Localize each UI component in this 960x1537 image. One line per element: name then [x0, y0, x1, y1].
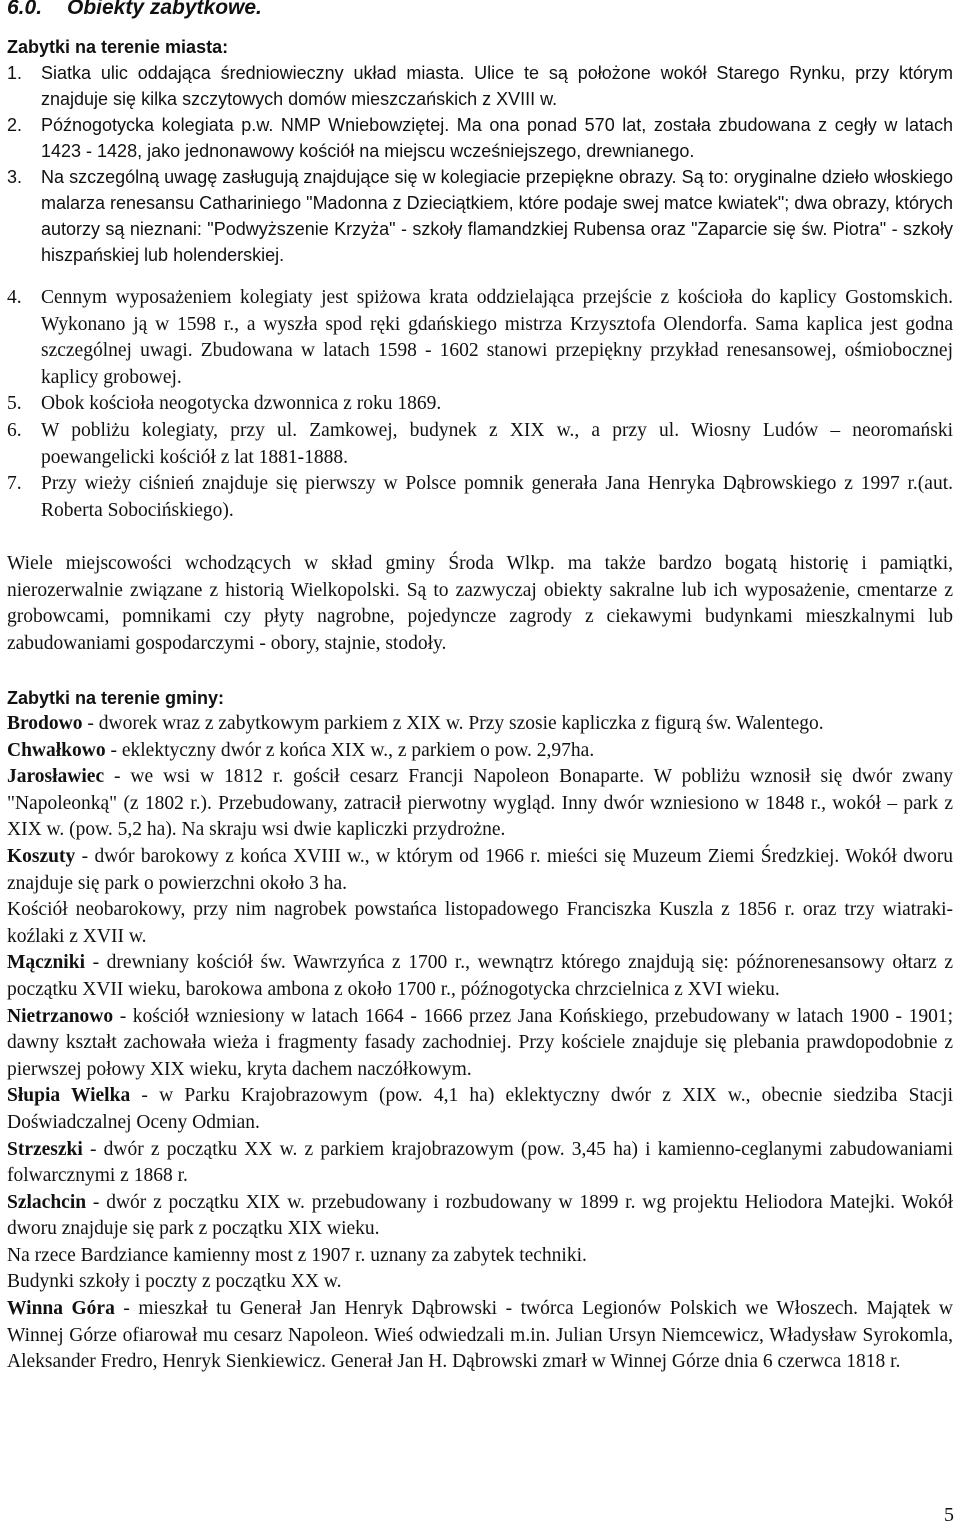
list-item: 3. Na szczególną uwagę zasługują znajdujące się w kolegiacie przepiękne obrazy. Są to: oryginalne dzieło włoskiego malarza renesansu Cathariniego "Madonna z Dzieciątkiem, które podaje swej matce kwiatek"; dwa obrazy, których autorzy są nieznani: "Podwyższenie Krzyża" - szkoły flamandzkiej Rubensa oraz "Zaparcie się św. Piotra" - szkoły hiszpańskiej lub holenderskiej. — [7, 167, 953, 265]
list-item: Jarosławiec - we wsi w 1812 r. gościł cesarz Francji Napoleon Bonaparte. W pobliżu wznosił się dwór zwany "Napoleonką" (z 1802 r.). Przebudowany, zatracił pierwotny wygląd. Inny dwór wzniesiono w 1848 r., wokół – park z XIX w. (pow. 5,2 ha). Na skraju wsi dwie kapliczki przydrożne. — [7, 766, 953, 841]
list-item: Brodowo - dworek wraz z zabytkowym parkiem z XIX w. Przy szosie kapliczka z figurą św. Walentego. — [7, 713, 824, 734]
list-item: Szlachcin - dwór z początku XIX w. przebudowany i rozbudowany w 1899 r. wg projektu Heliodora Matejki. Wokół dworu znajduje się park z początku XIX wieku. — [7, 1191, 953, 1240]
list-item: Budynki szkoły i poczty z początku XX w. — [7, 1271, 342, 1293]
commune-monuments-list — [7, 711, 953, 1376]
list-item: Winna Góra - mieszkał tu Generał Jan Henryk Dąbrowski - twórca Legionów Polskich we Włoszech. Majątek w Winnej Górze ofiarował mu cesarz Napoleon. Wieś odwiedzali m.in. Julian Ursyn Niemcewicz, Władysław Syrokomla, Aleksander Fredro, Henryk Sienkiewicz. Generał Jan H. Dąbrowski zmarł w Winnej Górze dnia 6 czerwca 1818 r. — [7, 1298, 954, 1373]
list-item: 5. Obok kościoła neogotycka dzwonnica z roku 1869. — [7, 393, 442, 415]
intro-paragraph: Wiele miejscowości wchodzących w skład gminy Środa Wlkp. ma także bardzo bogatą historię i pamiątki, nierozerwalnie związane z historią Wielkopolski. Są to zazwyczaj obiekty sakralne lub ich wyposażenie, cmentarze z grobowcami, pomnikami czy płyty nagrobne, pojedyncze zagrody z ciekawymi budynkami mieszkalnymi lub zabudowaniami gospodarczymi - obory, stajnie, stodoły. — [7, 553, 953, 654]
list-item: 1. Siatka ulic oddająca średniowieczny układ miasta. Ulice te są położone wokół Starego Rynku, przy którym znajduje się kilka szczytowych domów mieszczańskich z XVIII w. — [7, 63, 953, 109]
section-heading — [7, 0, 262, 20]
commune-monuments-title: Zabytki na terenie gminy: — [7, 688, 225, 708]
list-item: Nietrzanowo - kościół wzniesiony w latach 1664 - 1666 przez Jana Końskiego, przebudowany w latach 1900 - 1901; dawny kształt zachowała wieża i fragmenty fasady zachodniej. Przy kościele znajduje się plebania prawdopodobnie z pierwszej połowy XIX wieku, kryta dachem naczółkowym. — [7, 1005, 953, 1080]
section-title: Obiekty zabytkowe. — [67, 0, 262, 19]
city-monuments-title: Zabytki na terenie miasta: — [7, 37, 229, 57]
list-item: Kościół neobarokowy, przy nim nagrobek powstańca listopadowego Franciszka Kuszla z 1856 r. oraz trzy wiatraki-koźlaki z XVII w. — [7, 899, 953, 947]
list-item: Słupia Wielka - w Parku Krajobrazowym (pow. 4,1 ha) eklektyczny dwór z XIX w., obecnie siedziba Stacji Doświadczalnej Oceny Odmian. — [7, 1085, 953, 1133]
page-number: 5 — [944, 1504, 954, 1526]
list-item: 7. Przy wieży ciśnień znajduje się pierwszy w Polsce pomnik generała Jana Henryka Dąbrowskiego z 1997 r.(aut. Roberta Sobocińskiego). — [7, 473, 953, 521]
section-number: 6.0. — [7, 0, 43, 19]
city-monuments-list — [7, 60, 953, 268]
city-monuments-list-continued — [7, 285, 953, 524]
list-item: 2. Późnogotycka kolegiata p.w. NMP Wniebowziętej. Ma ona ponad 570 lat, została zbudowana z cegły w latach 1423 - 1428, jako jednonawowy kościół na miejscu wcześniejszego, drewnianego. — [7, 115, 953, 161]
list-item: Na rzece Bardziance kamienny most z 1907 r. uznany za zabytek techniki. — [7, 1244, 587, 1266]
list-item: Strzeszki - dwór z początku XX w. z parkiem krajobrazowym (pow. 3,45 ha) i kamienno-ceglanymi zabudowaniami folwarcznymi z 1868 r. — [7, 1138, 953, 1187]
list-item: Mączniki - drewniany kościół św. Wawrzyńca z 1700 r., wewnątrz którego znajdują się: późnorenesansowy ołtarz z początku XVII wieku, barokowa ambona z około 1700 r., późnogotycka chrzcielnica z XVI wieku. — [7, 952, 953, 1000]
list-item: 4. Cennym wyposażeniem kolegiaty jest spiżowa krata oddzielająca przejście z kościoła do kaplicy Gostomskich. Wykonano ją w 1598 r., a wyszła spod ręki gdańskiego mistrza Krzysztofa Olendorfa. Sama kaplica jest godna szczególnej uwagi. Zbudowana w latach 1598 - 1602 stanowi przepiękny przykład renesansowej, ośmiobocznej kaplicy grobowej. — [7, 287, 953, 388]
list-item: Chwałkowo - eklektyczny dwór z końca XIX w., z parkiem o pow. 2,97ha. — [7, 739, 595, 761]
list-item: 6. W pobliżu kolegiaty, przy ul. Zamkowej, budynek z XIX w., a przy ul. Wiosny Ludów – neoromański poewangelicki kościół z lat 1881-1888. — [7, 419, 953, 468]
list-item: Koszuty - dwór barokowy z końca XVIII w., w którym od 1966 r. mieści się Muzeum Ziemi Średzkiej. Wokół dworu znajduje się park o powierzchni około 3 ha. — [7, 845, 953, 894]
